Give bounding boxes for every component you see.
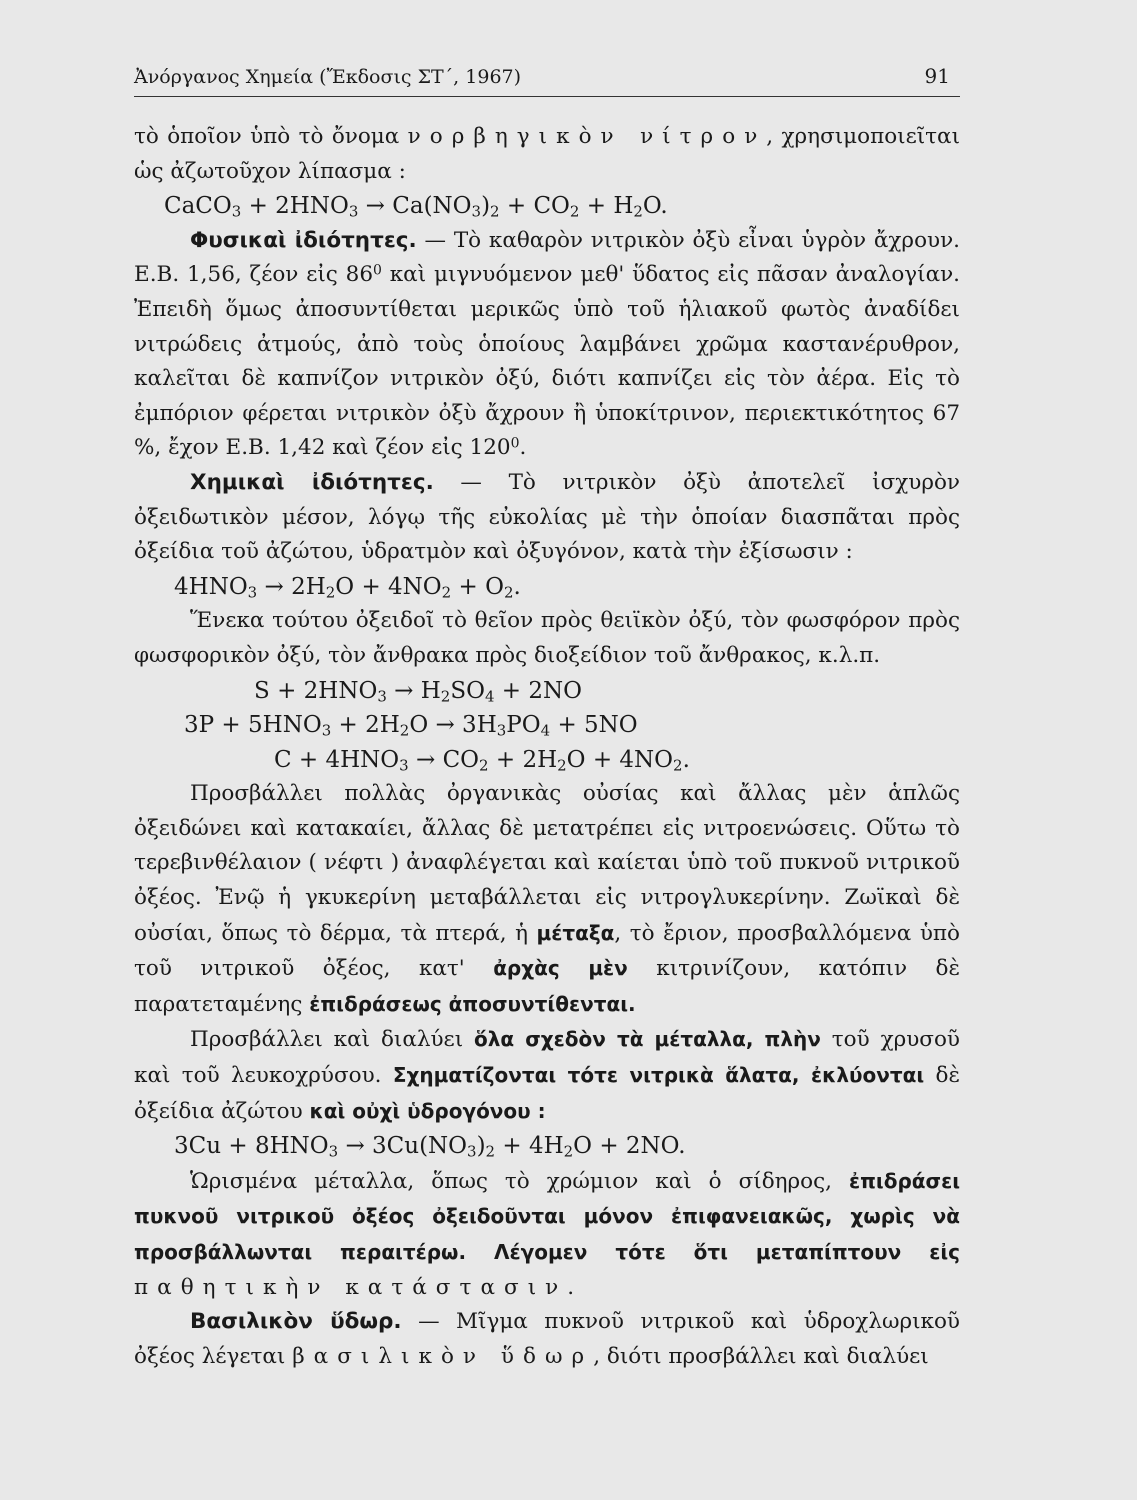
paragraph-metals: Προσβάλλει καὶ διαλύει ὅλα σχεδὸν τὰ μέταλλα, πλὴν τοῦ χρυσοῦ καὶ τοῦ λευκοχρύσου. Σχηματίζονται τότε νιτρικὰ ἅλατα, ἐκλύονται δὲ ὀξείδια ἀζώτου καὶ οὐχὶ ὑδρογόνου : xyxy=(134,1027,960,1124)
running-title: Ἀνόργανος Χημεία (Ἔκδοσις ΣΤ΄, 1967) xyxy=(134,66,522,88)
section-heading: Φυσικαὶ ἰδιότητες. xyxy=(190,227,417,253)
page-body xyxy=(134,120,960,1374)
equation-2: $4HNO_3 \to 2H_2O + 4NO_2 + O_2$. xyxy=(174,573,521,602)
page-number: 91 xyxy=(924,64,950,88)
section-heading: Χημικαὶ ἰδιότητες. xyxy=(190,469,434,495)
paragraph-chemical-properties: Χημικαὶ ἰδιότητες. — Τὸ νιτρικὸν ὀξὺ ἀποτελεῖ ἰσχυρὸν ὀξειδωτικὸν μέσον, λόγῳ τῆς εὐκολίας μὲ τὴν ὁποίαν διασπᾶται πρὸς ὀξείδια τοῦ ἀζώτου, ὑδρατμὸν καὶ ὀξυγόνον, κατὰ τὴν ἐξίσωσιν : xyxy=(134,469,960,565)
paragraph-organic-substances: Προσβάλλει πολλὰς ὀργανικὰς οὐσίας καὶ ἄλλας μὲν ἁπλῶς ὀξειδώνει καὶ κατακαίει, ἄλλας δὲ μετατρέπει εἰς νιτροενώσεις. Οὕτω τὸ τερεβινθέλαιον ( νέφτι ) ἀναφλέγεται καὶ καίεται ὑπὸ τοῦ πυκνοῦ νιτρικοῦ ὀξέος. Ἐνῷ ἡ γκυκερίνη μεταβάλλεται εἰς νιτρογλυκερίνην. Ζωϊκαὶ δὲ οὐσίαι, ὅπως τὸ δέρμα, τὰ πτερά, ἡ μέταξα, τὸ ἔριον, προσβαλλόμενα ὑπὸ τοῦ νιτρικοῦ ὀξέος, κατ' ἀρχὰς μὲν κιτρινίζουν, κατόπιν δὲ παρατεταμένης ἐπιδράσεως ἀποσυντίθενται. xyxy=(134,781,961,1017)
paragraph-1: τὸ ὁποῖον ὑπὸ τὸ ὄνομα νορβηγικὸν νίτρον, χρησιμοποιεῖται ὡς ἀζωτοῦχον λίπασμα : xyxy=(134,124,961,184)
equation-5: $C + 4HNO_3 \to CO_2 + 2H_2O + 4NO_2$. xyxy=(274,746,690,775)
paragraph-aqua-regia: Βασιλικὸν ὕδωρ. — Μῖγμα πυκνοῦ νιτρικοῦ καὶ ὑδροχλωρικοῦ ὀξέος λέγεται βασιλικὸν ὕδωρ, διότι προσβάλλει καὶ διαλύει xyxy=(134,1309,960,1369)
paragraph-passivation: Ὡρισμένα μέταλλα, ὅπως τὸ χρώμιον καὶ ὁ σίδηρος, ἐπιδράσει πυκνοῦ νιτρικοῦ ὀξέος ὀξειδοῦνται μόνον ἐπιφανειακῶς, χωρὶς νὰ προσβάλλωνται περαιτέρω. Λέγομεν τότε ὅτι μεταπίπτουν εἰς παθητικὴν κατάστασιν. xyxy=(134,1168,960,1300)
spaced-term: βασιλικὸν ὕδωρ xyxy=(292,1343,594,1369)
paragraph-oxidation: Ἕνεκα τούτου ὀξειδοῖ τὸ θεῖον πρὸς θειϊκὸν ὀξύ, τὸν φωσφόρον πρὸς φωσφορικὸν ὀξύ, τὸν ἄνθρακα πρὸς διοξείδιον τοῦ ἄνθρακος, κ.λ.π. xyxy=(134,608,960,668)
paragraph-physical-properties: Φυσικαὶ ἰδιότητες. — Τὸ καθαρὸν νιτρικὸν ὀξὺ εἶναι ὑγρὸν ἄχρουν. Ε.Β. 1,56, ζέον εἰς $86^0$ καὶ μιγνυόμενον μεθ' ὕδατος εἰς πᾶσαν ἀναλογίαν. Ἐπειδὴ ὅμως ἀποσυντίθεται μερικῶς ὑπὸ τοῦ ἡλιακοῦ φωτὸς ἀναδίδει νιτρώδεις ἀτμούς, ἀπὸ τοὺς ὁποίους λαμβάνει χρῶμα καστανέρυθρον, καλεῖται δὲ καπνίζον νιτρικὸν ὀξύ, διότι καπνίζει εἰς τὸν ἀέρα. Εἰς τὸ ἐμπόριον φέρεται νιτρικὸν ὀξὺ ἄχρουν ἢ ὑποκίτρινον, περιεκτικότητος 67 %, ἔχον Ε.Β. 1,42 καὶ ζέον εἰς $120^0$. xyxy=(134,227,960,461)
running-header xyxy=(134,62,960,97)
spaced-term: παθητικὴν κατάστασιν xyxy=(134,1274,568,1300)
equation-6: $3Cu + 8HNO_3 \to 3Cu(NO_3)_2 + 4H_2O + 2NO$. xyxy=(174,1133,686,1161)
equation-3: $S + 2HNO_3 \to H_2SO_4 + 2NO$ xyxy=(254,677,582,706)
spaced-term: νορβηγικὸν νίτρον xyxy=(407,124,767,149)
equation-4: $3P + 5HNO_3 + 2H_2O \to 3H_3PO_4 + 5NO$ xyxy=(184,712,638,740)
section-heading: Βασιλικὸν ὕδωρ. xyxy=(190,1309,402,1335)
equation-1: CaCO$_3$ + $2HNO_3 \to Ca(NO_3)_2 + CO_2 + H_2O$. xyxy=(164,193,668,221)
